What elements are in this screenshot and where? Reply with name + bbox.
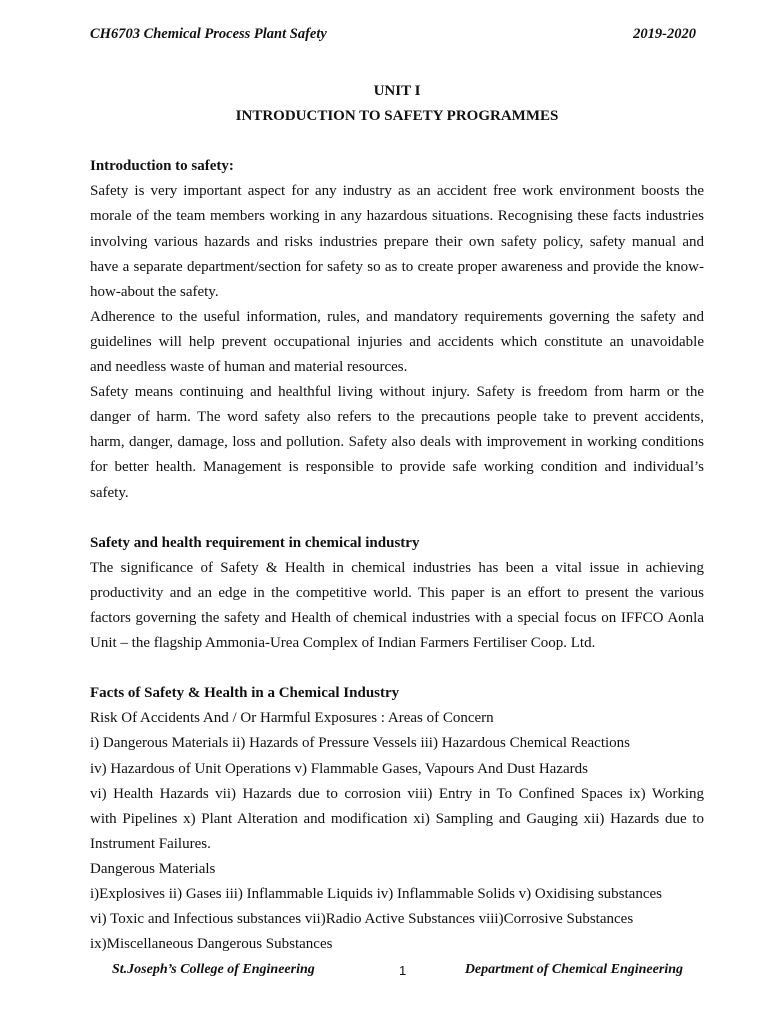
section-heading: Safety and health requirement in chemical industry xyxy=(90,534,420,551)
page-number: 1 xyxy=(399,963,407,978)
text-line: productivity and an edge in the competitive world. This paper is an effort to present the various xyxy=(90,584,704,601)
chapter-title: INTRODUCTION TO SAFETY PROGRAMMES xyxy=(235,108,559,125)
text-line: for better health. Management is responsible to provide safe working condition and individual’s xyxy=(90,459,704,476)
text-line: vi) Health Hazards vii) Hazards due to corrosion viii) Entry in To Confined Spaces ix) Working xyxy=(90,785,704,802)
text-line: i)Explosives ii) Gases iii) Inflammable Liquids iv) Inflammable Solids v) Oxidising substances xyxy=(90,886,662,902)
text-line: Dangerous Materials xyxy=(90,860,216,877)
text-line: Adherence to the useful information, rules, and mandatory requirements governing the safety and xyxy=(90,308,704,325)
text-line: Unit – the flagship Ammonia-Urea Complex of Indian Farmers Fertiliser Coop. Ltd. xyxy=(90,635,596,652)
text-line: danger of harm. The word safety also refers to the precautions people take to prevent accidents, xyxy=(90,409,704,426)
unit-title: UNIT I xyxy=(373,83,421,99)
text-line: i) Dangerous Materials ii) Hazards of Pressure Vessels iii) Hazardous Chemical Reactions xyxy=(90,735,630,752)
text-line: guidelines will help prevent occupational injuries and accidents which constitute an unavoidable xyxy=(90,333,704,350)
header-year: 2019-2020 xyxy=(633,26,696,42)
text-line: Instrument Failures. xyxy=(90,835,211,852)
text-line: iv) Hazardous of Unit Operations v) Flammable Gases, Vapours And Dust Hazards xyxy=(90,760,588,777)
text-line: have a separate department/section for safety so as to create proper awareness and provide the know- xyxy=(90,258,704,275)
text-line: factors governing the safety and Health of chemical industries with a special focus on IFFCO Aonla xyxy=(90,609,704,626)
text-line: involving various hazards and risks industries prepare their own safety policy, safety manual and xyxy=(90,233,704,250)
text-line: vi) Toxic and Infectious substances vii)Radio Active Substances viii)Corrosive Substances xyxy=(90,911,634,928)
text-line: and needless waste of human and material resources. xyxy=(90,359,408,376)
text-line: how-about the safety. xyxy=(90,283,219,300)
text-line: Safety means continuing and healthful living without injury. Safety is freedom from harm or the xyxy=(90,384,704,401)
text-line: Safety is very important aspect for any industry as an accident free work environment boosts the xyxy=(90,183,704,200)
text-line: morale of the team members working in any hazardous situations. Recognising these facts industries xyxy=(90,208,704,225)
footer-college: St.Joseph’s College of Engineering xyxy=(112,962,315,977)
text-line: Risk Of Accidents And / Or Harmful Exposures : Areas of Concern xyxy=(90,710,494,727)
text-line: The significance of Safety & Health in chemical industries has been a vital issue in achieving xyxy=(90,559,704,576)
document-body xyxy=(90,79,704,957)
text-line: harm, danger, damage, loss and pollution. Safety also deals with improvement in working conditions xyxy=(90,434,704,451)
text-line: with Pipelines x) Plant Alteration and modification xi) Sampling and Gauging xii) Hazards due to xyxy=(90,810,704,827)
section-heading: Facts of Safety & Health in a Chemical Industry xyxy=(90,685,400,702)
header-course: CH6703 Chemical Process Plant Safety xyxy=(90,26,327,42)
footer-department: Department of Chemical Engineering xyxy=(464,962,683,977)
text-line: ix)Miscellaneous Dangerous Substances xyxy=(90,936,333,953)
section-heading: Introduction to safety: xyxy=(90,158,234,175)
text-line: safety. xyxy=(90,484,129,501)
